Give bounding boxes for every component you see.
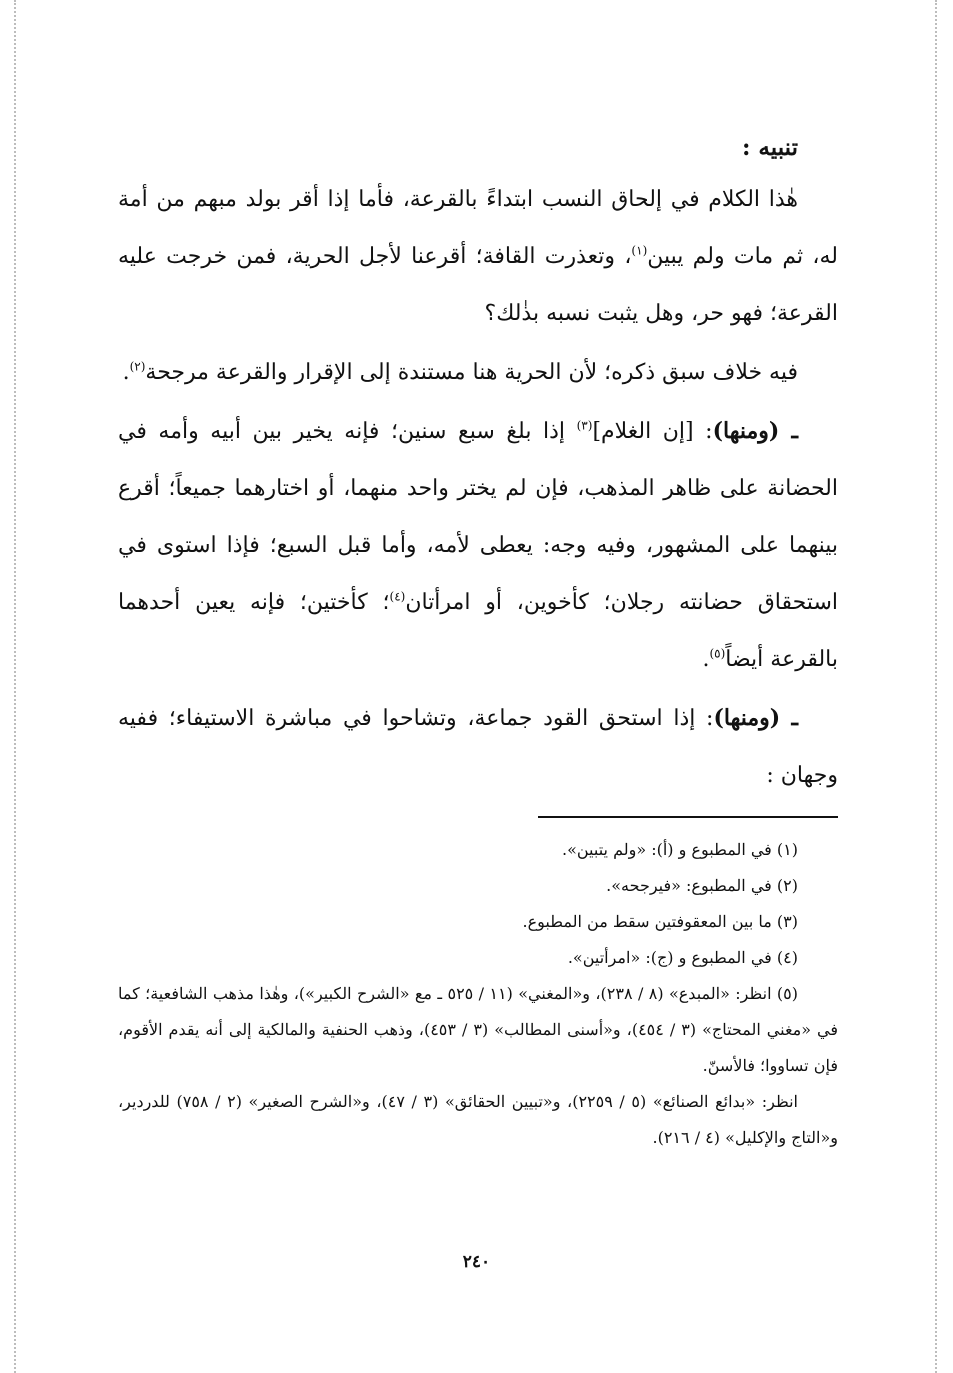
footnote-ref-5: (٥) — [709, 646, 726, 661]
footnotes — [118, 832, 838, 1156]
footnote-ref-4: (٤) — [389, 589, 406, 604]
right-margin-dots — [935, 0, 937, 1373]
section-heading: تنبيه : — [741, 134, 798, 161]
book-page — [118, 125, 838, 1156]
paragraph-4 — [118, 690, 838, 804]
paragraph-3-part-d: . — [702, 647, 710, 672]
paragraph-4-text: : إذا استحق القود جماعة، وتشاحوا في مباشرة الاستيفاء؛ ففيه وجهان : — [118, 706, 838, 788]
footnote-5-continued: انظر: «بدائع الصنائع» (٥ / ٢٢٥٩)، و«تبيين الحقائق» (٣ / ٤٧)، و«الشرح الصغير» (٢ / ٧٥٨) للدردير، و«التاج والإكليل» (٤ / ٢١٦). — [118, 1092, 838, 1147]
paragraph-3-part-b: إذا بلغ سبع سنين؛ فإنه يخير بين أبيه وأمه في الحضانة على ظاهر المذهب، فإن لم يختر واحد منهما، أو اختارهما جميعاً؛ أقرع بينهما على المشهور، وفيه وجه: يعطى لأمه، وأما قبل السبع؛ فإذا استوى في استحقاق حضانته رجلان؛ كأخوين، أو امرأتان — [118, 419, 838, 615]
paragraph-1-tail: ، وتعذرت القافة؛ أقرعنا لأجل الحرية، فمن خرجت عليه القرعة؛ فهو حر، وهل يثبت نسبه بذٰلك؟ — [118, 244, 838, 326]
footnote-3: (٣) ما بين المعقوفتين سقط من المطبوع. — [522, 912, 798, 931]
footnote-4: (٤) في المطبوع و (ج): «امرأتين». — [567, 948, 798, 967]
paragraph-2-tail: . — [122, 360, 130, 385]
page-number: ٢٤٠ — [462, 1252, 491, 1272]
footnote-ref-1: (١) — [631, 243, 648, 258]
footnote-ref-2: (٢) — [129, 359, 146, 374]
left-margin-dots — [14, 0, 16, 1373]
paragraph-3-lead: ـ (ومنها) — [712, 418, 798, 444]
footnote-ref-3: (٣) — [576, 418, 593, 433]
paragraph-2 — [118, 344, 838, 401]
footnote-2: (٢) في المطبوع: «فيرجحه». — [606, 876, 798, 895]
footnote-5: (٥) انظر: «المبدع» (٨ / ٢٣٨)، و«المغني» (١١ / ٥٢٥ ـ مع «الشرح الكبير»)، وهٰذا مذهب الشافعية؛ كما في «مغني المحتاج» (٣ / ٤٥٤)، و«أسنى المطالب» (٣ / ٤٥٣)، وذهب الحنفية والمالكية إلى أنه يقدم الأقوم، فإن تساووا؛ فالأسنّ. — [118, 984, 839, 1075]
paragraph-4-lead: ـ (ومنها) — [713, 705, 798, 731]
footnote-separator — [538, 816, 838, 818]
paragraph-1-text: هٰذا الكلام في إلحاق النسب ابتداءً بالقرعة، فأما إذا أقر بولد مبهم من أمة له، ثم مات ولم يبين — [118, 187, 838, 269]
paragraph-3-part-c: ؛ كأختين؛ فإنه يعين أحدهما بالقرعة أيضاً — [118, 590, 838, 672]
paragraph-1 — [118, 171, 838, 342]
paragraph-2-text: فيه خلاف سبق ذكره؛ لأن الحرية هنا مستندة إلى الإقرار والقرعة مرجحة — [145, 360, 798, 385]
footnote-1: (١) في المطبوع و (أ): «ولم يتبين». — [562, 840, 798, 859]
paragraph-3-part-a: : [إن الغلام] — [592, 419, 713, 444]
paragraph-3 — [118, 403, 838, 688]
